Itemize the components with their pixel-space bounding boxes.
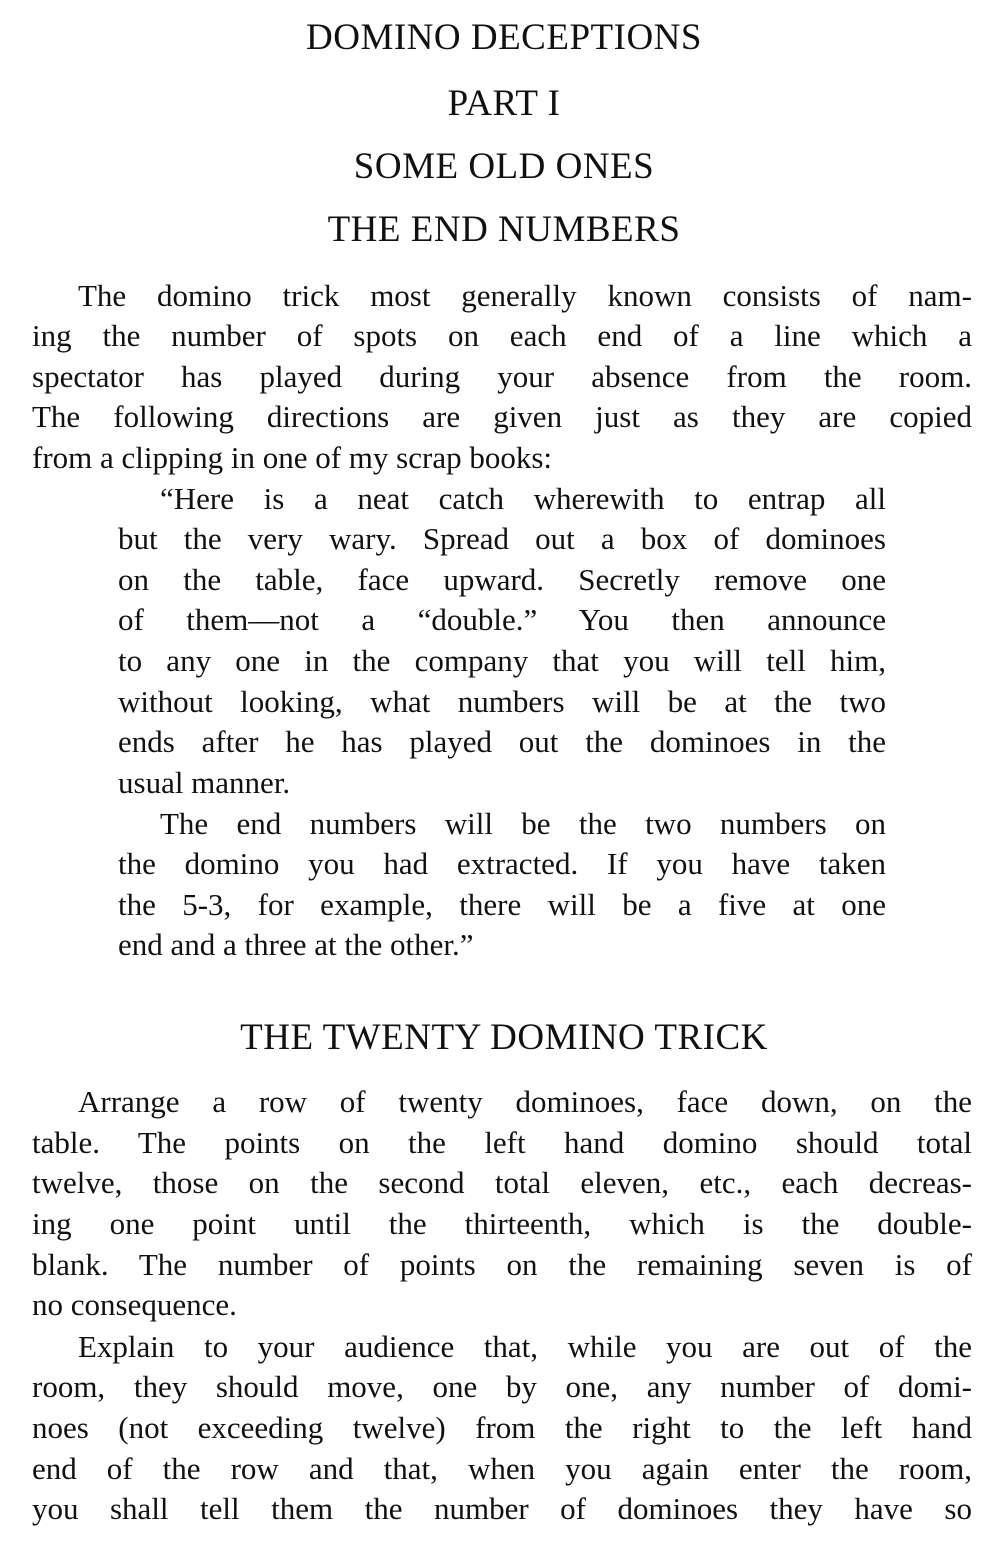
paragraph-line: room, they should move, one by one, any number of domi- (32, 1369, 972, 1404)
quote-line: the 5-3, for example, there will be a five at one (118, 887, 886, 922)
paragraph-line: The domino trick most generally known consists of nam- (78, 278, 972, 313)
paragraph-line: table. The points on the left hand domino should total (32, 1125, 972, 1160)
subtitle-heading: SOME OLD ONES (353, 146, 655, 187)
paragraph-line: spectator has played during your absence from the room. (32, 359, 972, 394)
part-heading: PART I (447, 83, 561, 124)
paragraph-line: twelve, those on the second total eleven, etc., each decreas- (32, 1165, 972, 1200)
paragraph-line: from a clipping in one of my scrap books: (32, 440, 553, 475)
paragraph-line: end of the row and that, when you again enter the room, (32, 1451, 972, 1486)
paragraph-line: no consequence. (32, 1287, 237, 1322)
quote-line: “Here is a neat catch wherewith to entrap all (160, 481, 886, 516)
quote-line: The end numbers will be the two numbers on (160, 806, 886, 841)
quote-line: the domino you had extracted. If you have taken (118, 846, 886, 881)
quote-line: of them—not a “double.” You then announce (118, 602, 886, 637)
quote-line: on the table, face upward. Secretly remove one (118, 562, 886, 597)
paragraph-line: Explain to your audience that, while you are out of the (78, 1329, 972, 1364)
paragraph-line: noes (not exceeding twelve) from the right to the left hand (32, 1410, 972, 1445)
paragraph-line: you shall tell them the number of dominoes they have so (32, 1491, 972, 1526)
quote-line: end and a three at the other.” (118, 927, 474, 962)
paragraph-line: blank. The number of points on the remaining seven is of (32, 1247, 972, 1282)
paragraph-line: ing the number of spots on each end of a line which a (32, 318, 972, 353)
quote-line: usual manner. (118, 765, 291, 800)
quote-line: to any one in the company that you will tell him, (118, 643, 886, 678)
section-heading-twenty-domino: THE TWENTY DOMINO TRICK (240, 1017, 768, 1058)
page-title: DOMINO DECEPTIONS (306, 17, 702, 58)
quote-line: without looking, what numbers will be at the two (118, 684, 886, 719)
paragraph-line: The following directions are given just as they are copied (32, 399, 972, 434)
quote-line: but the very wary. Spread out a box of dominoes (118, 521, 886, 556)
paragraph-line: ing one point until the thirteenth, which is the double- (32, 1206, 972, 1241)
paragraph-line: Arrange a row of twenty dominoes, face down, on the (78, 1084, 972, 1119)
section-heading-end-numbers: THE END NUMBERS (327, 209, 681, 250)
quote-line: ends after he has played out the dominoes in the (118, 724, 886, 759)
